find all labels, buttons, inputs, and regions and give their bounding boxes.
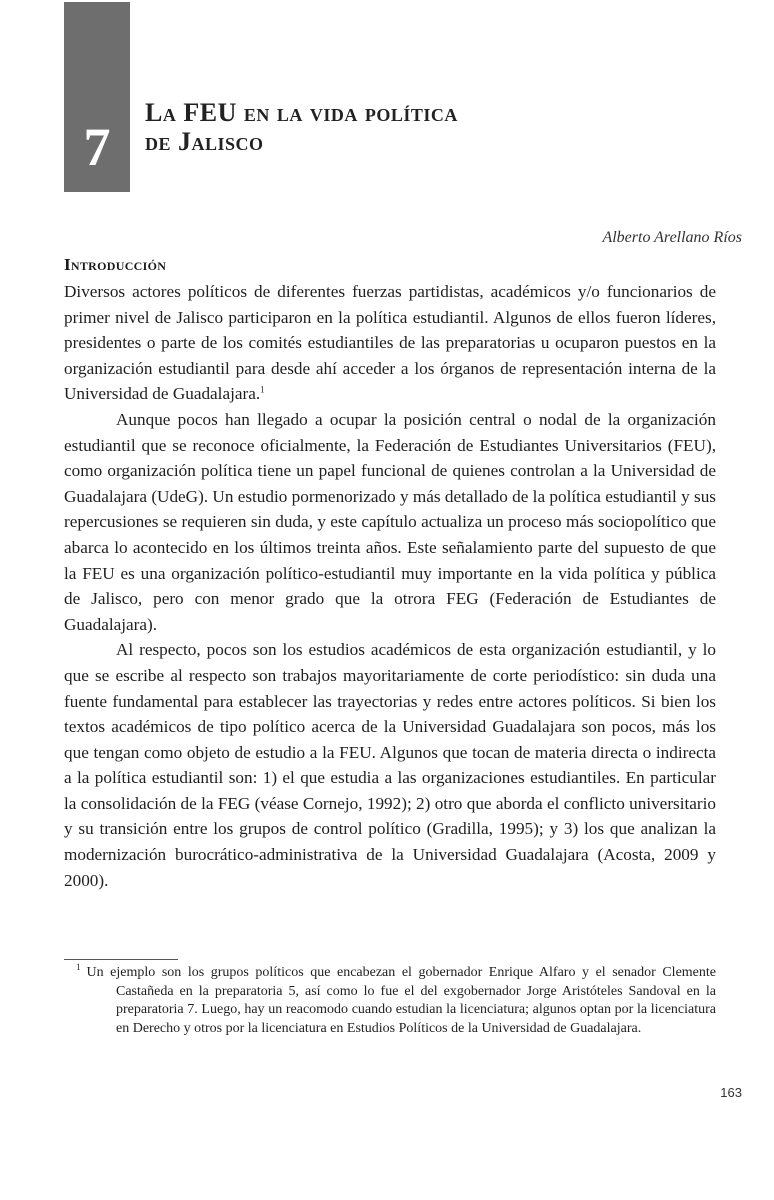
chapter-number: 7 — [83, 117, 111, 177]
footnote-divider — [64, 959, 178, 960]
footnote-number: 1 — [76, 962, 81, 973]
chapter-title — [145, 98, 705, 156]
page-number: 163 — [720, 1085, 742, 1100]
paragraph-1: Diversos actores políticos de diferentes fuerzas partidistas, académicos y/o funcionarios de primer nivel de Jalisco participaron en la política estudiantil. Algunos de ellos fueron líderes, presidentes o parte de los comités estudiantiles de las preparatorias u ocuparon puestos en la organización estudiantil para desde ahí acceder a los órganos de representación interna de la Universidad de Guadalajara.$^1$ — [64, 282, 716, 404]
footnote — [64, 964, 716, 1038]
paragraph-2: Aunque pocos han llegado a ocupar la posición central o nodal de la organización estudiantil que se reconoce oficialmente, la Federación de Estudiantes Universitarios (FEU), como organización política tiene un papel funcional de quienes controlan a la Universidad de Guadalajara (UdeG). Un estudio pormenorizado y más detallado de la política estudiantil y sus repercusiones se requieren sin duda, y este capítulo actualiza un proceso más sociopolítico que abarca lo acontecido en los últimos treinta años. Este señalamiento parte del supuesto de que la FEU es una organización político-estudiantil muy importante en la vida política y pública de Jalisco, pero con menor grado que la otrora FEG (Federación de Estudiantes de Guadalajara). — [64, 409, 716, 634]
body-text — [64, 279, 716, 893]
chapter-title-line-1: La FEU en la vida política — [145, 98, 458, 127]
footnote-reference[interactable]: 1 — [260, 384, 265, 395]
author-name: Alberto Arellano Ríos — [602, 229, 742, 246]
chapter-title-line-2: de Jalisco — [145, 127, 264, 156]
footnote-text: Un ejemplo son los grupos políticos que encabezan el gobernador Enrique Alfaro y el senador Clemente Castañeda en la preparatoria 5, así como lo fue el del exgobernador Jorge Aristóteles Sandoval en la preparatoria 7. Luego, hay un reacomodo cuando estudian la licenciatura; algunos optan por la licenciatura en Derecho y otros por la licenciatura en Estudios Políticos de la Universidad de Guadalajara. — [86, 965, 716, 1036]
paragraph-3: Al respecto, pocos son los estudios académicos de esta organización estudiantil, y lo que se escribe al respecto son trabajos mayoritariamente de corte periodístico: sin duda una fuente fundamental para establecer las trayectorias y redes entre actores políticos. Si bien los textos académicos de tipo político acerca de la Universidad Guadalajara son pocos, más los que tengan como objeto de estudio a la FEU. Algunos que tocan de materia directa o indirecta a la política estudiantil son: 1) el que estudia a las organizaciones estudiantiles. En particular la consolidación de la FEG (véase Cornejo, 1992); 2) otro que aborda el conflicto universitario y su transición entre los grupos de control político (Gradilla, 1995); y 3) los que analizan la modernización burocrático-administrativa de la Universidad Guadalajara (Acosta, 2009 y 2000). — [64, 640, 716, 890]
section-heading: Introducción — [64, 255, 167, 274]
